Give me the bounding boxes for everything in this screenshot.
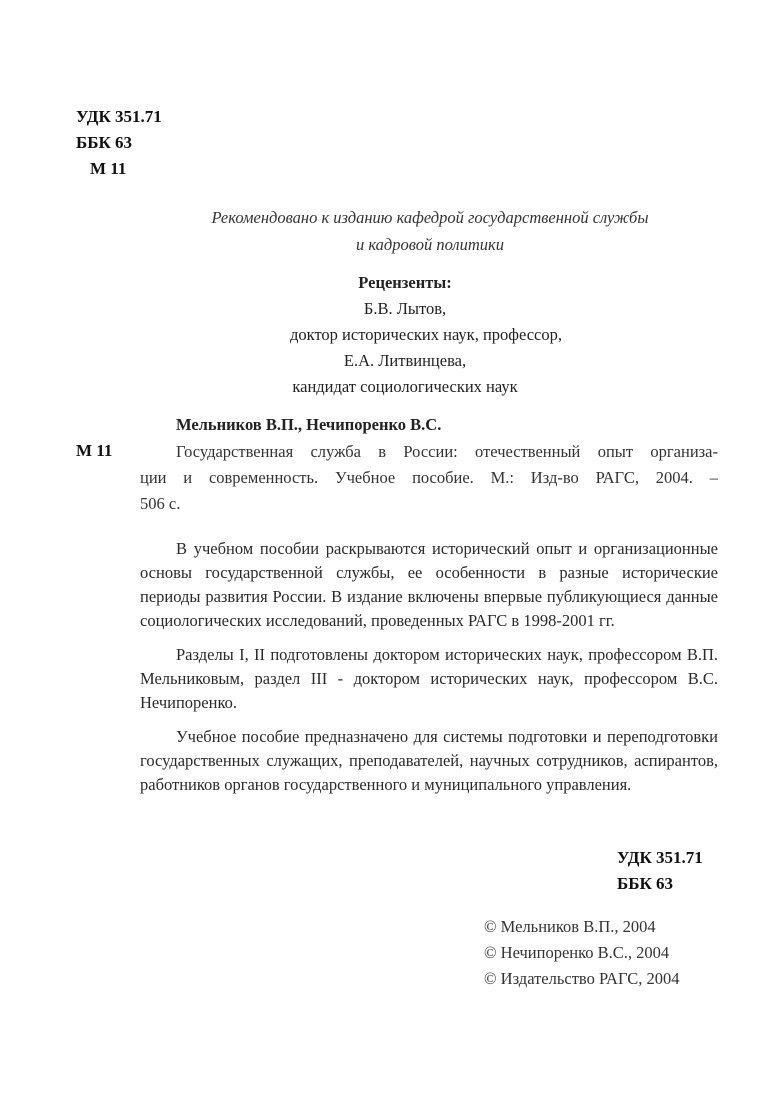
reviewer-line: доктор исторических наук, профессор, (290, 325, 562, 344)
reviewer-line: Б.В. Лытов, (363, 299, 447, 318)
recommendation-line-1: Рекомендовано к изданию кафедрой государственной службы (211, 208, 649, 227)
udk-code-top: УДК 351.71 (76, 107, 162, 126)
biblio-line: 506 с. (140, 494, 181, 513)
copyright-line: © Издательство РАГС, 2004 (484, 969, 680, 988)
author-mark-top: М 11 (90, 159, 127, 178)
recommendation-note (90, 204, 770, 258)
reviewers-title: Рецензенты: (358, 273, 452, 292)
annotation-paragraph: Разделы I, II подготовлены доктором исторических наук, профессором В.П. Мельниковым, раздел III - доктором исторических наук, профессором В.С. Нечипоренко. (140, 645, 718, 712)
annotation-paragraph: Учебное пособие предназначено для системы подготовки и переподготовки государственных служащих, преподавателей, научных сотрудников, аспирантов, работников органов государственного и муниципального управления. (140, 727, 718, 794)
biblio-line: Государственная служба в России: отечественный опыт организа- (176, 442, 718, 461)
biblio-line: ции и современность. Учебное пособие. М.: Изд-во РАГС, 2004. – (140, 468, 718, 487)
bbk-code-bottom: ББК 63 (617, 874, 674, 893)
reviewer-line: Е.А. Литвинцева, (343, 351, 467, 370)
reviewers-block (290, 270, 562, 400)
annotation-paragraph: В учебном пособии раскрываются исторический опыт и организационные основы государственной службы, ее особенности в разные исторические периоды развития России. В издание включены впервые публикующиеся данные социологических исследований, проведенных РАГС в 1998-2001 гг. (140, 539, 718, 630)
udk-code-bottom: УДК 351.71 (617, 848, 703, 867)
copyright-line: © Мельников В.П., 2004 (484, 917, 656, 936)
biblio-author-mark: М 11 (76, 441, 113, 460)
annotation (140, 537, 718, 807)
copyright-line: © Нечипоренко В.С., 2004 (484, 943, 670, 962)
biblio-description (140, 439, 718, 517)
reviewer-line: кандидат социологических наук (292, 377, 518, 396)
bbk-code-top: ББК 63 (76, 133, 133, 152)
recommendation-line-2: и кадровой политики (355, 235, 505, 254)
biblio-authors: Мельников В.П., Нечипоренко В.С. (176, 415, 442, 434)
